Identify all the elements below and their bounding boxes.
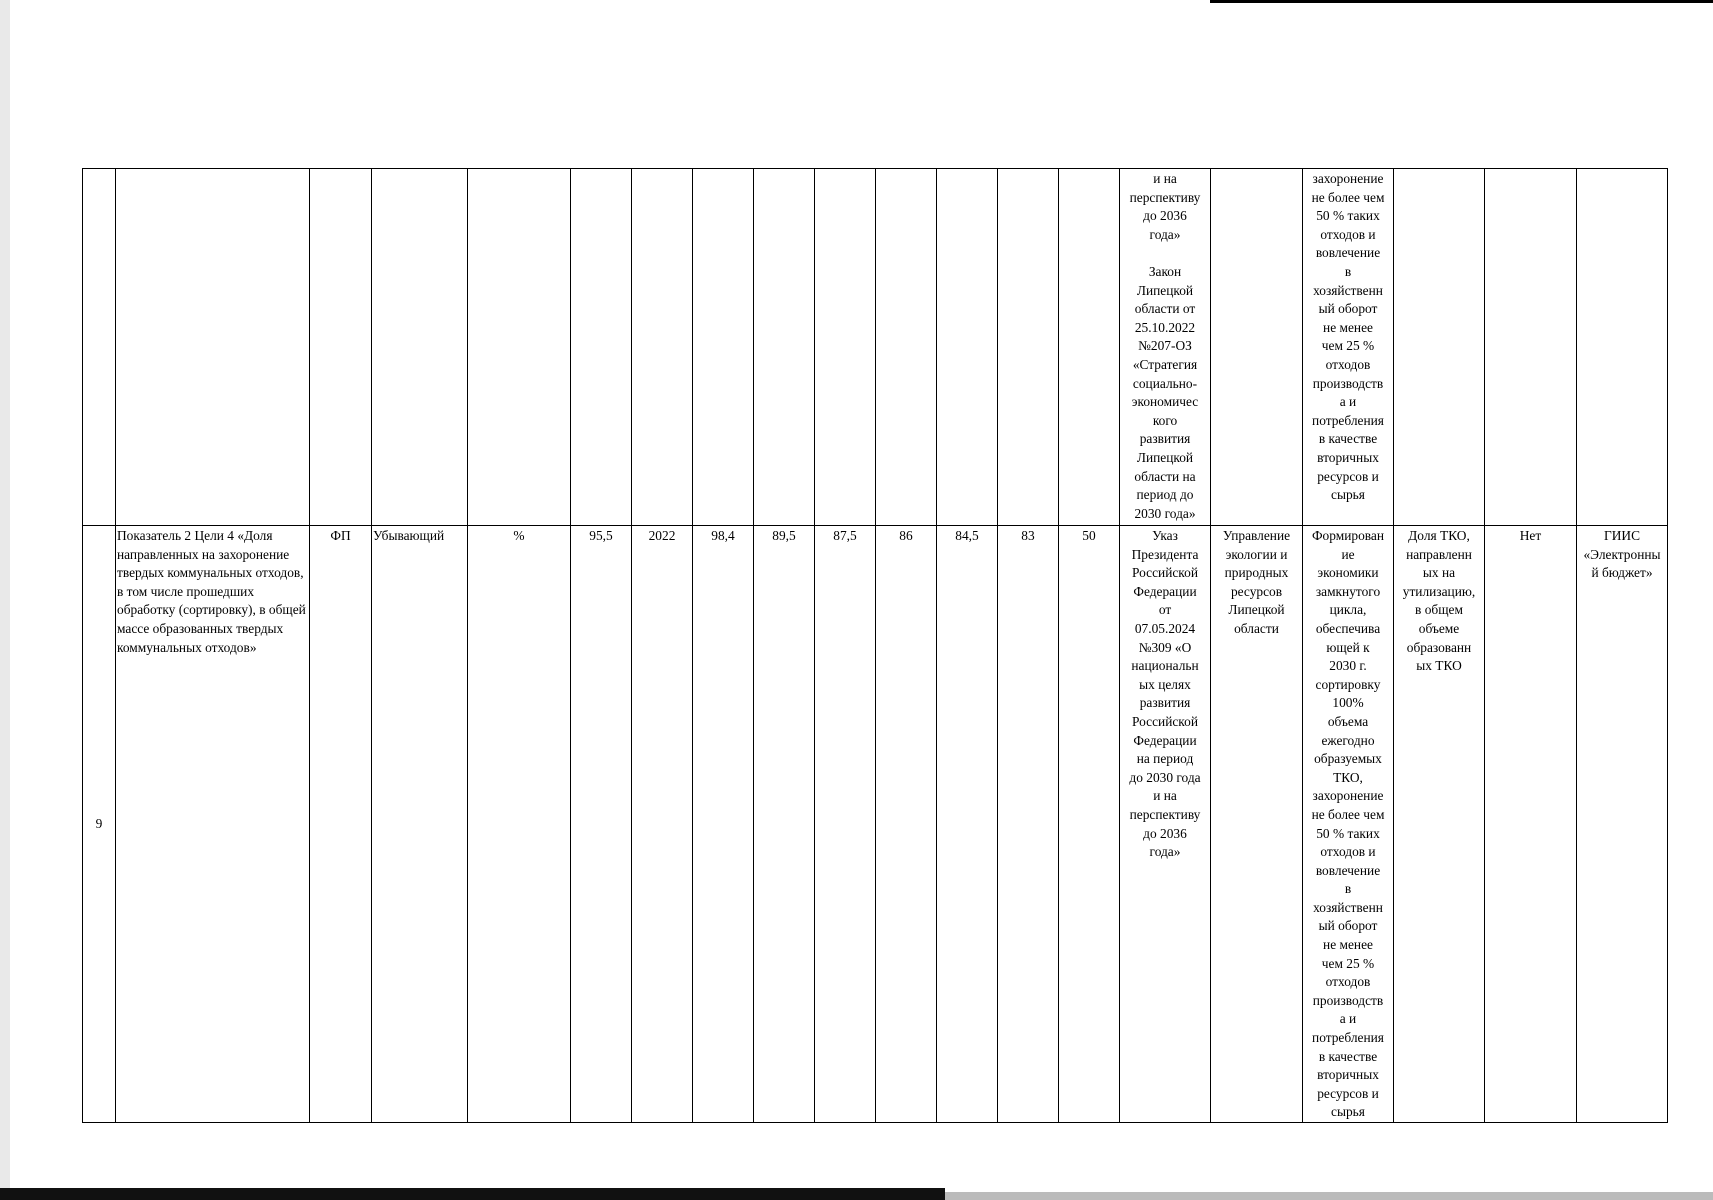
- cell-unit: [468, 169, 571, 526]
- cell-info-system: ГИИС «Электронны й бюджет»: [1577, 526, 1668, 1123]
- indicators-table: [82, 168, 1668, 1123]
- scan-bottom-edge-light: [945, 1192, 1713, 1200]
- table-row-continuation: [83, 169, 1668, 526]
- scan-left-edge: [0, 0, 10, 1200]
- cell-base-value: [571, 169, 632, 526]
- cell-trend: Убывающий: [372, 526, 468, 1123]
- cell-flag: Нет: [1485, 526, 1577, 1123]
- cell-legal-basis: Указ Президента Российской Федерации от 07.05.2024 №309 «О национальн ых целях развития Российской Федерации на период до 2030 года и на перспективу до 2036 года»: [1120, 526, 1211, 1123]
- table-row-9: [83, 526, 1668, 1123]
- cell-value-3: 87,5: [815, 526, 876, 1123]
- cell-value-3: [815, 169, 876, 526]
- cell-goal-link: захоронение не более чем 50 % таких отходов и вовлечение в хозяйственн ый оборот не менее чем 25 % отходов производств а и потребления в качестве вторичных ресурсов и сырья: [1303, 169, 1394, 526]
- cell-base-year: [632, 169, 693, 526]
- cell-base-value: 95,5: [571, 526, 632, 1123]
- cell-number: 9: [83, 526, 116, 1123]
- cell-flag: [1485, 169, 1577, 526]
- cell-info-system: [1577, 169, 1668, 526]
- cell-number: [83, 169, 116, 526]
- cell-value-5: [937, 169, 998, 526]
- cell-value-7: 50: [1059, 526, 1120, 1123]
- cell-value-7: [1059, 169, 1120, 526]
- cell-legal-basis: и на перспективу до 2036 года» Закон Липецкой области от 25.10.2022 №207-ОЗ «Стратегия социально- экономичес кого развития Липецкой области на период до 2030 года»: [1120, 169, 1211, 526]
- cell-level: ФП: [310, 526, 372, 1123]
- cell-value-6: 83: [998, 526, 1059, 1123]
- cell-value-4: 86: [876, 526, 937, 1123]
- cell-related-indicator: Доля ТКО, направленн ых на утилизацию, в общем объеме образованн ых ТКО: [1394, 526, 1485, 1123]
- cell-value-4: [876, 169, 937, 526]
- cell-base-year: 2022: [632, 526, 693, 1123]
- cell-name: [116, 169, 310, 526]
- cell-responsible: Управление экологии и природных ресурсов Липецкой области: [1211, 526, 1303, 1123]
- cell-value-2: 89,5: [754, 526, 815, 1123]
- cell-name: Показатель 2 Цели 4 «Доля направленных на захоронение твердых коммунальных отходов, в том числе прошедших обработку (сортировку), в общей массе образованных твердых коммунальных отходов»: [116, 526, 310, 1123]
- cell-trend: [372, 169, 468, 526]
- cell-value-6: [998, 169, 1059, 526]
- cell-value-1: 98,4: [693, 526, 754, 1123]
- scan-bottom-edge: [0, 1188, 945, 1200]
- cell-value-1: [693, 169, 754, 526]
- cell-level: [310, 169, 372, 526]
- cell-value-5: 84,5: [937, 526, 998, 1123]
- cell-responsible: [1211, 169, 1303, 526]
- scan-top-line: [1210, 0, 1713, 3]
- cell-related-indicator: [1394, 169, 1485, 526]
- cell-unit: %: [468, 526, 571, 1123]
- cell-value-2: [754, 169, 815, 526]
- cell-goal-link: Формирован ие экономики замкнутого цикла, обеспечива ющей к 2030 г. сортировку 100% объема ежегодно образуемых ТКО, захоронение не более чем 50 % таких отходов и вовлечение в хозяйственн ый оборот не менее чем 25 % отходов производств а и потребления в качестве вторичных ресурсов и сырья: [1303, 526, 1394, 1123]
